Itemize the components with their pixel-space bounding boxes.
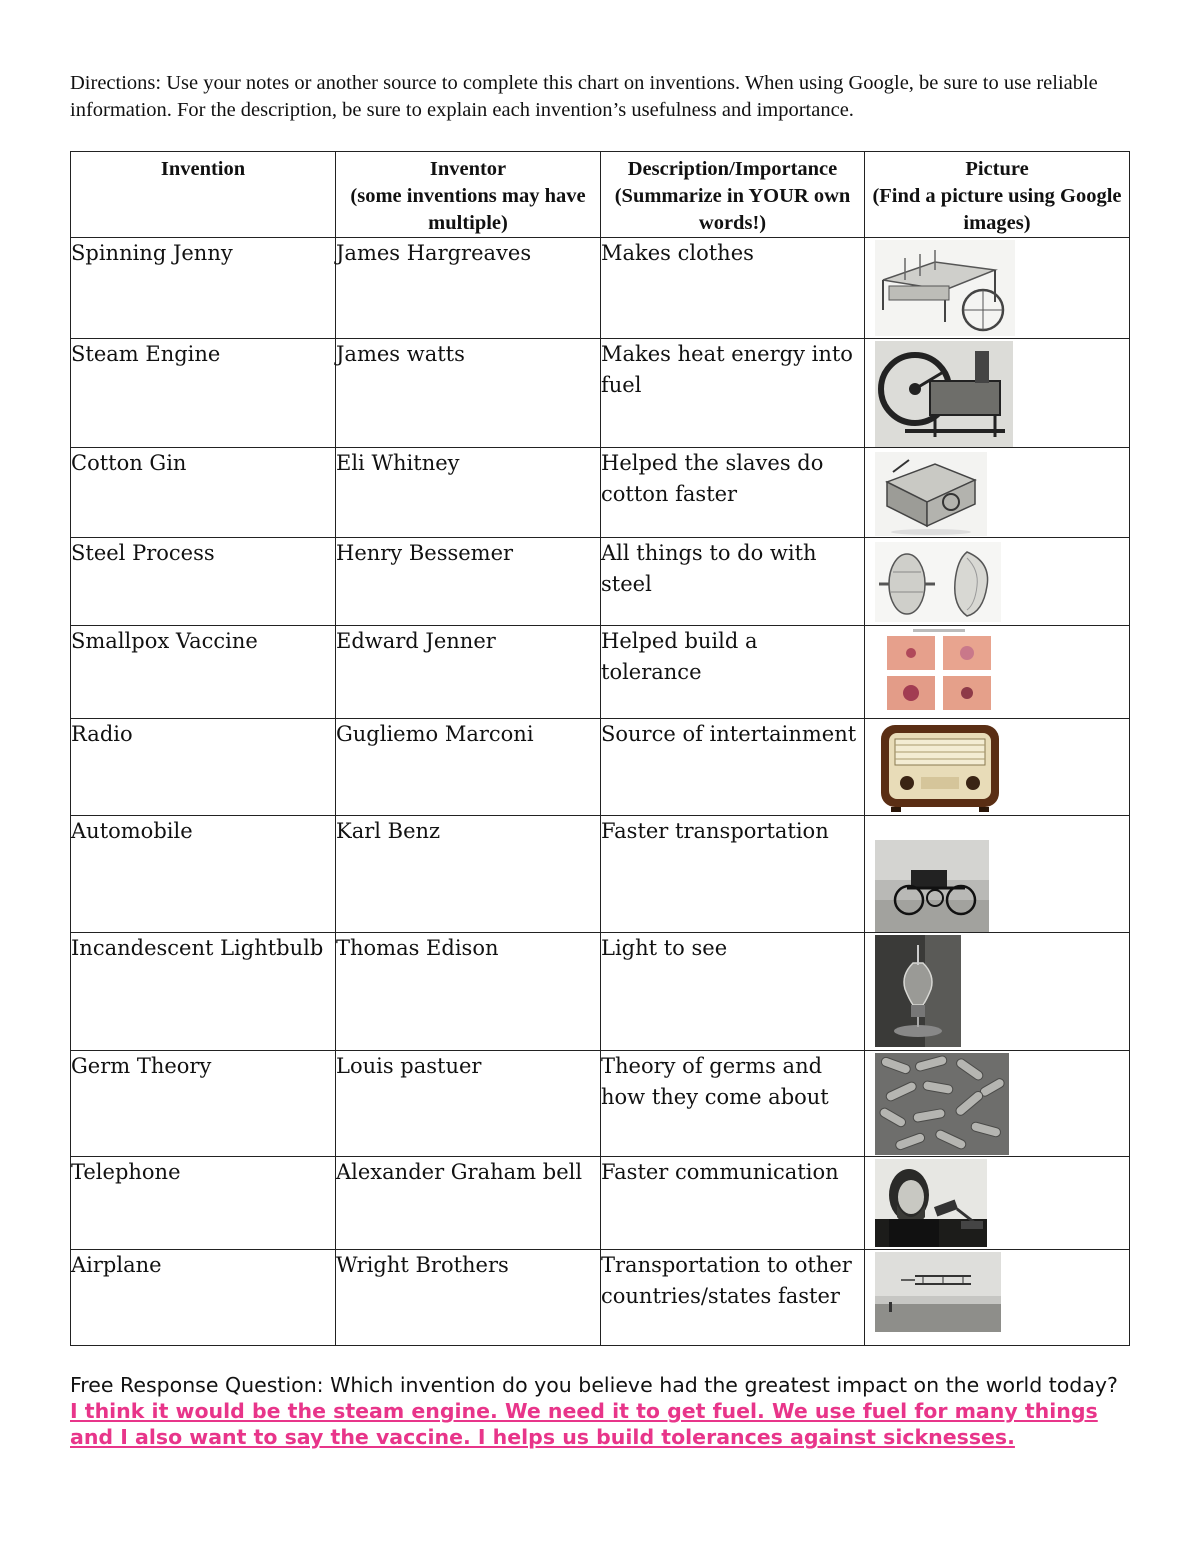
inventor-name: Henry Bessemer: [336, 538, 601, 626]
inventor-name: James Hargreaves: [336, 238, 601, 339]
picture-cell: [865, 933, 1130, 1051]
invention-description: Faster transportation: [601, 816, 865, 933]
invention-description: Makes heat energy into fuel: [601, 339, 865, 448]
picture-cell: [865, 538, 1130, 626]
invention-name: Automobile: [71, 816, 336, 933]
table-row: [71, 448, 1130, 538]
invention-description: Faster communication: [601, 1157, 865, 1250]
picture-cell: [865, 816, 1130, 933]
invention-name: Incandescent Lightbulb: [71, 933, 336, 1051]
picture-cell: [865, 626, 1130, 719]
picture-cell: [865, 1250, 1130, 1346]
header-picture: Picture (Find a picture using Google images): [865, 152, 1130, 238]
invention-description: Source of intertainment: [601, 719, 865, 816]
invention-name: Germ Theory: [71, 1051, 336, 1157]
header-description: Description/Importance (Summarize in YOUR own words!): [601, 152, 865, 238]
invention-description: Helped the slaves do cotton faster: [601, 448, 865, 538]
radio-image: [877, 721, 1003, 814]
header-row: [71, 152, 1130, 238]
header-inventor: Inventor (some inventions may have multiple): [336, 152, 601, 238]
table-row: [71, 1051, 1130, 1157]
telephone-image: [875, 1159, 987, 1247]
invention-name: Radio: [71, 719, 336, 816]
lightbulb-image: [875, 935, 961, 1047]
table-row: [71, 238, 1130, 339]
automobile-image: [875, 840, 989, 932]
header-invention: Invention: [71, 152, 336, 238]
invention-description: Light to see: [601, 933, 865, 1051]
table-row: [71, 933, 1130, 1051]
inventor-name: Louis pastuer: [336, 1051, 601, 1157]
invention-name: Smallpox Vaccine: [71, 626, 336, 719]
directions-text: Directions: Use your notes or another source to complete this chart on inventions. When using Google, be sure to use reliable information. For the description, be sure to explain each invention’s usefulness and importance.: [70, 72, 1098, 121]
invention-description: Theory of germs and how they come about: [601, 1051, 865, 1157]
invention-name: Steam Engine: [71, 339, 336, 448]
free-response-answer: I think it would be the steam engine. We need it to get fuel. We use fuel for many things and I also want to say the vaccine. I helps us build tolerances against sicknesses.: [70, 1399, 1098, 1449]
invention-description: Transportation to other countries/states faster: [601, 1250, 865, 1346]
table-row: [71, 1250, 1130, 1346]
table-row: [71, 719, 1130, 816]
invention-description: Helped build a tolerance: [601, 626, 865, 719]
inventor-name: James watts: [336, 339, 601, 448]
picture-cell: [865, 1157, 1130, 1250]
inventor-name: Edward Jenner: [336, 626, 601, 719]
invention-description: All things to do with steel: [601, 538, 865, 626]
inventor-name: Thomas Edison: [336, 933, 601, 1051]
inventions-chart: [70, 151, 1130, 1346]
cotton-gin-image: [875, 452, 987, 536]
inventor-name: Eli Whitney: [336, 448, 601, 538]
invention-name: Spinning Jenny: [71, 238, 336, 339]
table-row: [71, 816, 1130, 933]
invention-name: Airplane: [71, 1250, 336, 1346]
table-row: [71, 1157, 1130, 1250]
vaccine-reaction-image: [885, 628, 993, 716]
picture-cell: [865, 448, 1130, 538]
steam-engine-image: [875, 341, 1013, 447]
inventor-name: Karl Benz: [336, 816, 601, 933]
inventor-name: Wright Brothers: [336, 1250, 601, 1346]
picture-cell: [865, 1051, 1130, 1157]
picture-cell: [865, 719, 1130, 816]
free-response-question: Free Response Question: Which invention do you believe had the greatest impact on the world today?: [70, 1373, 1118, 1397]
free-response-section: [70, 1372, 1130, 1450]
inventor-name: Alexander Graham bell: [336, 1157, 601, 1250]
invention-name: Steel Process: [71, 538, 336, 626]
spinning-jenny-image: [875, 240, 1015, 336]
table-row: [71, 339, 1130, 448]
picture-cell: [865, 238, 1130, 339]
invention-name: Cotton Gin: [71, 448, 336, 538]
invention-name: Telephone: [71, 1157, 336, 1250]
table-row: [71, 538, 1130, 626]
inventor-name: Gugliemo Marconi: [336, 719, 601, 816]
bessemer-converter-image: [875, 542, 1001, 622]
bacteria-image: [875, 1053, 1009, 1155]
invention-description: Makes clothes: [601, 238, 865, 339]
table-row: [71, 626, 1130, 719]
picture-cell: [865, 339, 1130, 448]
airplane-image: [875, 1252, 1001, 1332]
